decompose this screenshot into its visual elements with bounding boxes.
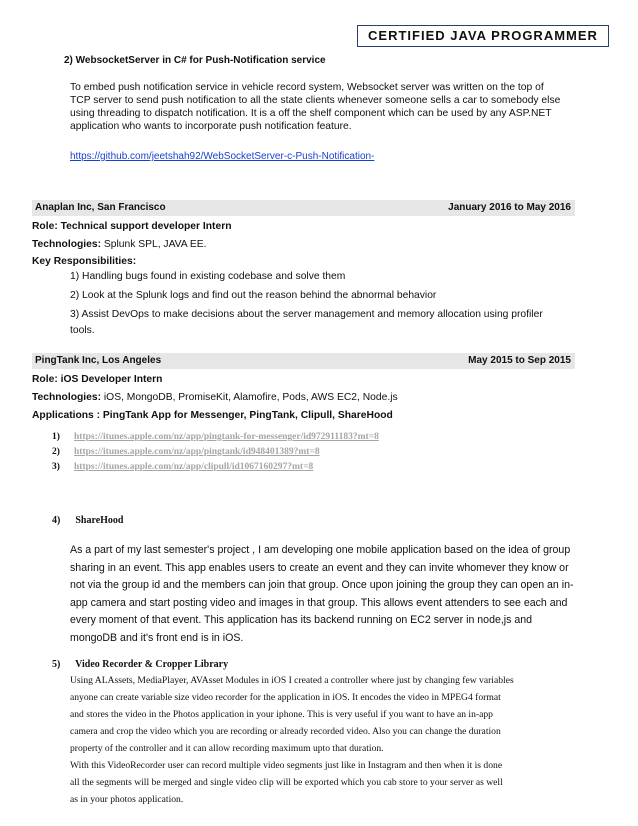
app-store-link[interactable]: https://itunes.apple.com/nz/app/pingtank/id948401389?mt=8 [74,447,320,457]
app-store-link[interactable]: https://itunes.apple.com/nz/app/clipull/id1067160297?mt=8 [74,462,314,472]
pingtank-tech-value: iOS, MongoDB, PromiseKit, Alamofire, Pods, AWS EC2, Node.js [101,392,398,403]
websocket-github-link[interactable]: https://github.com/jeetshah92/WebSocketServer-c-Push-Notification- [70,151,375,162]
video-recorder-line: all the segments will be merged and single video clip will be exported which you cab store to your server as well [70,777,503,788]
sharehood-title: 4) ShareHood [52,515,124,526]
pingtank-company: PingTank Inc, Los Angeles [35,355,162,366]
video-recorder-line: Using ALAssets, MediaPlayer, AVAsset Modules in iOS I created a controller where just by changing few variables [70,675,514,686]
video-recorder-line: property of the controller and it can allow recording maximum upto that duration. [70,743,384,754]
video-recorder-line: camera and crop the video which you are recording or already recorded video. Also you can change the duration [70,726,501,737]
pingtank-header-bar [32,353,575,369]
anaplan-tech-value: Splunk SPL, JAVA EE. [101,239,207,250]
video-recorder-line: With this VideoRecorder user can record multiple video segments just like in Instagram and then when it is done [70,760,503,771]
sharehood-line: sharing in an event. This app enables users to create an event and they can invite whomever they know or [70,561,569,574]
pingtank-applications: Applications : PingTank App for Messenger, PingTank, Clipull, ShareHood [32,410,393,421]
websocket-line: application who wants to incorporate push notification feature. [70,121,352,132]
video-recorder-title: 5) Video Recorder & Cropper Library [52,659,229,670]
link-number: 2) [52,447,60,457]
anaplan-responsibilities-label: Key Responsibilities: [32,256,137,267]
sharehood-description [70,542,620,647]
sharehood-line: not via the group id and the members can join that group. Once upon joining the group they can open an in- [70,579,574,591]
video-recorder-line: as in your photos application. [70,794,184,805]
pingtank-role: Role: iOS Developer Intern [32,374,163,385]
anaplan-role: Role: Technical support developer Intern [32,221,232,232]
list-item [52,456,379,471]
video-recorder-line: and stores the video in the Photos application in your iphone. This is very useful if you want to have an in-app [70,709,493,720]
sharehood-line: mongoDB and it's front end is in iOS. [70,631,244,644]
list-item [52,426,379,441]
link-number: 3) [52,462,60,472]
anaplan-responsibilities-list [70,269,610,339]
websocket-line: using threading to dispatch notification. It is a off the shelf component which can be used by any ASP.NET [70,108,552,119]
anaplan-technologies [32,239,207,250]
websocket-description [70,81,610,133]
certification-badge: CERTIFIED JAVA PROGRAMMER [357,25,609,47]
app-store-links [52,426,379,471]
anaplan-company: Anaplan Inc, San Francisco [35,202,166,213]
list-item: tools. [70,325,95,336]
sharehood-line: every moment of that event. This application has its backend running on EC2 server in node,js and [70,614,533,626]
app-store-link[interactable]: https://itunes.apple.com/nz/app/pingtank-for-messenger/id972911183?mt=8 [74,432,379,442]
list-item: 1) Handling bugs found in existing codebase and solve them [70,271,346,282]
link-number: 1) [52,432,60,442]
websocket-project-title: 2) WebsocketServer in C# for Push-Notification service [64,55,326,66]
pingtank-technologies [32,392,398,403]
websocket-line: TCP server to send push notification to all the state clients whenever someone sells a car to somebody else [70,95,561,106]
list-item: 3) Assist DevOps to make decisions about the server management and memory allocation using profiler [70,309,543,320]
list-item [52,441,379,456]
websocket-line: To embed push notification service in vehicle record system, Websocket server was written on the top of [70,82,544,93]
sharehood-line: As a part of my last semester's project , I am developing one mobile application based on the idea of group [70,544,571,556]
pingtank-dates: May 2015 to Sep 2015 [468,355,571,366]
list-item: 2) Look at the Splunk logs and find out the reason behind the abnormal behavior [70,290,437,301]
anaplan-dates: January 2016 to May 2016 [448,202,571,213]
video-recorder-line: anyone can create variable size video recorder for the application in iOS. It encodes the video in MPEG4 format [70,692,501,703]
video-recorder-description [70,672,630,808]
pingtank-tech-label: Technologies: [32,392,102,403]
sharehood-line: app camera and start posting video and images in that group. This allows event attenders to see each and [70,596,568,609]
anaplan-tech-label: Technologies: [32,239,102,250]
anaplan-header-bar [32,200,575,216]
